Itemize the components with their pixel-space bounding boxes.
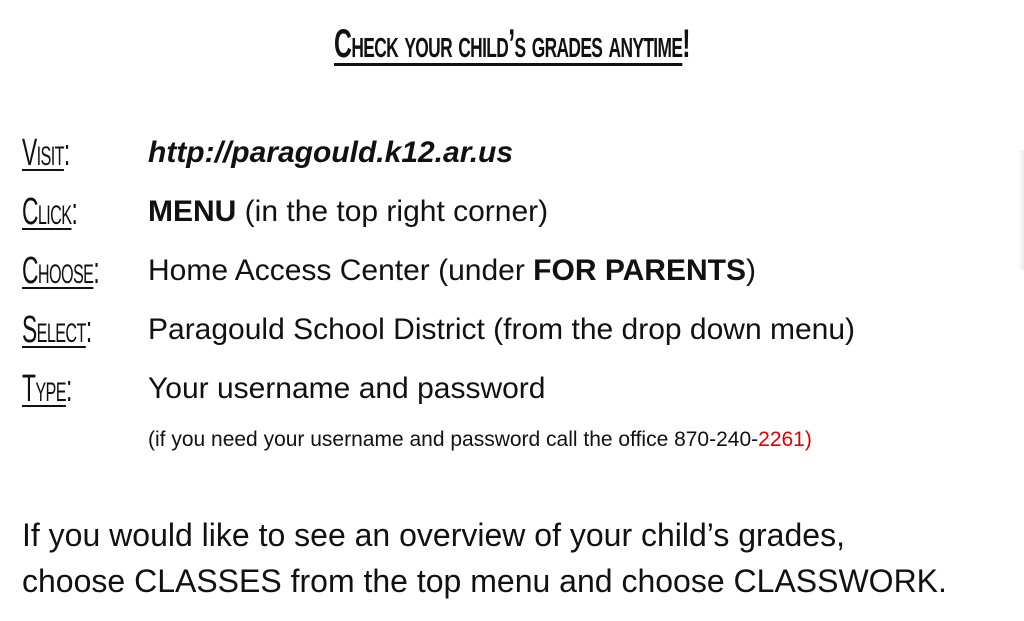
contact-note-suffix: ): [804, 428, 812, 451]
step-label-colon: :: [93, 250, 100, 292]
page-title: [195, 22, 830, 67]
step-label-type: [22, 368, 72, 411]
overview-instructions: [22, 512, 1012, 604]
step-label-click-word: Click: [22, 191, 72, 233]
step-click: [22, 189, 1012, 248]
overview-line-2: choose CLASSES from the top menu and choose CLASSWORK.: [22, 563, 947, 599]
contact-note: [148, 428, 812, 452]
phone-extension: 2261: [758, 428, 805, 451]
step-label-visit-word: Visit: [22, 132, 64, 174]
step-label-choose-word: Choose: [22, 250, 94, 292]
step-label-select-word: Select: [22, 309, 86, 351]
step-text-click: [148, 195, 548, 229]
contact-note-prefix: (if you need your username and password call the office 870-240-: [148, 428, 759, 451]
step-label-colon: :: [65, 368, 72, 410]
step-text-click-rest: (in the top right corner): [236, 195, 549, 228]
page-title-punct: !: [682, 22, 690, 66]
menu-keyword: MENU: [148, 195, 237, 228]
step-text-choose: [148, 254, 756, 288]
step-label-visit: [22, 132, 70, 175]
edge-shadow: [1018, 150, 1024, 270]
step-label-click: [22, 191, 77, 234]
step-text-type: Your username and password: [148, 372, 546, 405]
overview-line-1: If you would like to see an overview of your child’s grades,: [22, 517, 845, 553]
site-url[interactable]: http://paragould.k12.ar.us: [148, 136, 514, 169]
step-label-colon: :: [71, 191, 78, 233]
for-parents-keyword: FOR PARENTS: [533, 254, 746, 287]
step-label-choose: [22, 250, 99, 293]
step-label-colon: :: [85, 309, 92, 351]
step-text-select: Paragould School District (from the drop down menu): [148, 313, 855, 346]
step-label-type-word: Type: [22, 368, 66, 410]
page-title-text: Check your child’s grades anytime: [334, 22, 683, 66]
step-label-colon: :: [63, 132, 70, 174]
instruction-steps: [22, 130, 1012, 425]
step-choose: [22, 248, 1012, 307]
step-label-select: [22, 309, 92, 352]
step-select: [22, 307, 1012, 366]
step-visit: [22, 130, 1012, 189]
step-text-choose-after: ): [745, 254, 756, 287]
step-type: [22, 366, 1012, 425]
step-text-choose-before: Home Access Center (under: [148, 254, 534, 287]
